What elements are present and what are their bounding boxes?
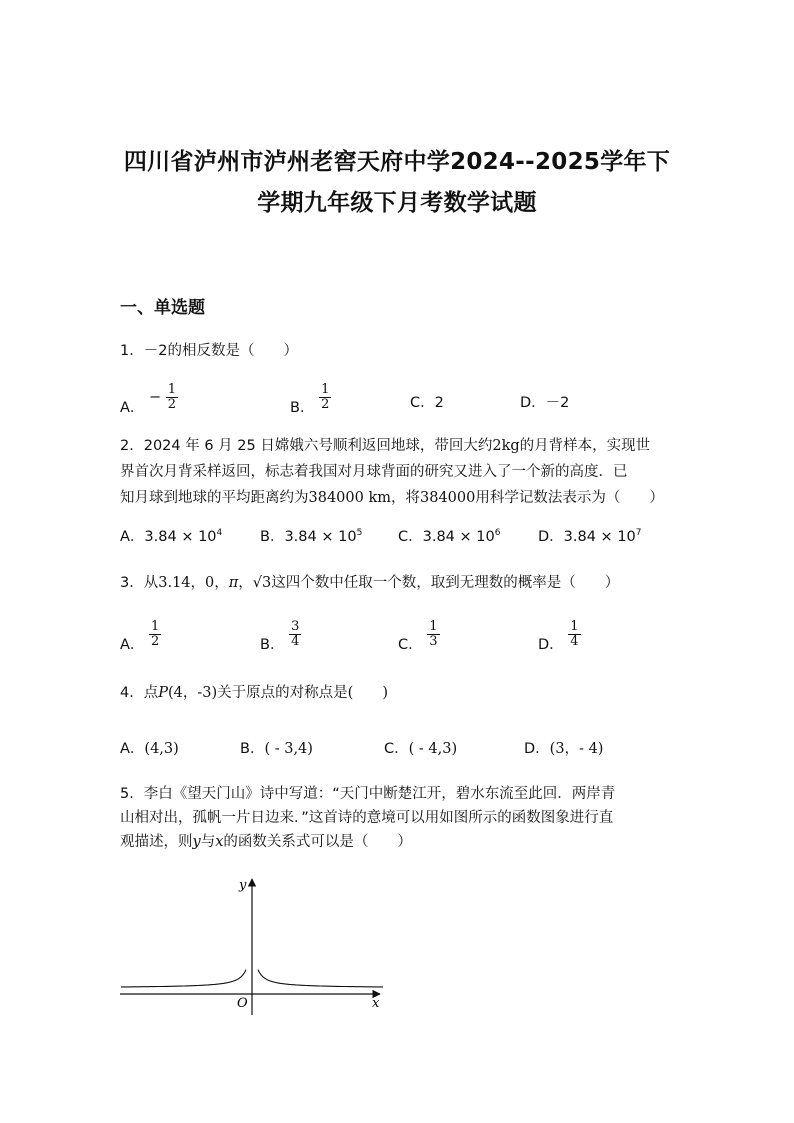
q2-option-c: C．$3.84 \times 10^6$ (398, 528, 501, 545)
origin-label: O (237, 996, 248, 1011)
q2-option-a: A．$3.84 \times 10^4$ (120, 528, 223, 545)
question-2-stem: 2．2024 年 6 月 25 日嫦娥六号顺利返回地球，带回大约2kg的月背样本，实现世 界首次月背采样返回，标志着我国对月球背面的研究又进入了一个新的高度．已 知月球到地球的平均距离约为384000 km，将384000用科学记数法表示为（ ） (120, 438, 664, 506)
q1-option-a: A． − $\frac{1}{2}$ (120, 382, 177, 416)
page-title-line-2: 学期九年级下月考数学试题 (257, 190, 537, 216)
q3-d-fraction: $\frac{1}{4}$ (570, 619, 579, 649)
question-3-stem: 3．从3.14，0，π，√3这四个数中任取一个数，取到无理数的概率是（ ） (120, 575, 620, 591)
page-title-line-1: 四川省泸州市泸州老窖天府中学2024--2025学年下 (123, 149, 671, 175)
q1-b-fraction: $\frac{1}{2}$ (321, 382, 330, 412)
curve-left (121, 970, 246, 987)
q4-option-b: B．( - 3,4) (240, 741, 313, 757)
q3-c-fraction: $\frac{1}{3}$ (429, 619, 438, 649)
curve-right (258, 970, 383, 987)
q1-a-fraction: $\frac{1}{2}$ (167, 382, 177, 412)
question-1-stem: 1．－2的相反数是（ ） (120, 343, 298, 359)
q3-b-fraction: $\frac{3}{4}$ (291, 619, 300, 649)
q4-option-d: D．(3，- 4) (524, 741, 604, 757)
question-5-stem: 5．李白《望天门山》诗中写道：“天门中断楚江开，碧水东流至此回．两岸青 山相对出，孤帆一片日边来．”这首诗的意境可以用如图所示的函数图象进行直 观描述，则y与x的函数关系式可以是（ ） (120, 786, 616, 850)
q2-option-d: D．$3.84 \times 10^7$ (538, 528, 642, 545)
q1-option-d: D．－2 (520, 395, 570, 411)
q1-option-c: C．2 (410, 395, 444, 411)
q5-function-graph (118, 875, 390, 1020)
q3-a-fraction: $\frac{1}{2}$ (151, 619, 160, 649)
x-axis-label: x (372, 996, 380, 1011)
q2-option-b: B．$3.84 \times 10^5$ (260, 528, 363, 545)
section-heading: 一、单选题 (120, 298, 205, 318)
q3-option-a: A． $\frac{1}{2}$ (120, 619, 160, 653)
q4-option-a: A．(4,3) (120, 741, 179, 757)
y-axis-label: y (239, 878, 247, 893)
q3-option-b: B． $\frac{3}{4}$ (260, 619, 300, 653)
q3-option-c: C． $\frac{1}{3}$ (398, 619, 438, 653)
q3-option-d: D． $\frac{1}{4}$ (538, 619, 579, 653)
q1-option-b: B． $\frac{1}{2}$ (290, 382, 330, 416)
q4-option-c: C．( - 4,3) (384, 741, 458, 757)
question-4-stem: 4．点P(4，-3)关于原点的对称点是( ) (120, 685, 388, 701)
